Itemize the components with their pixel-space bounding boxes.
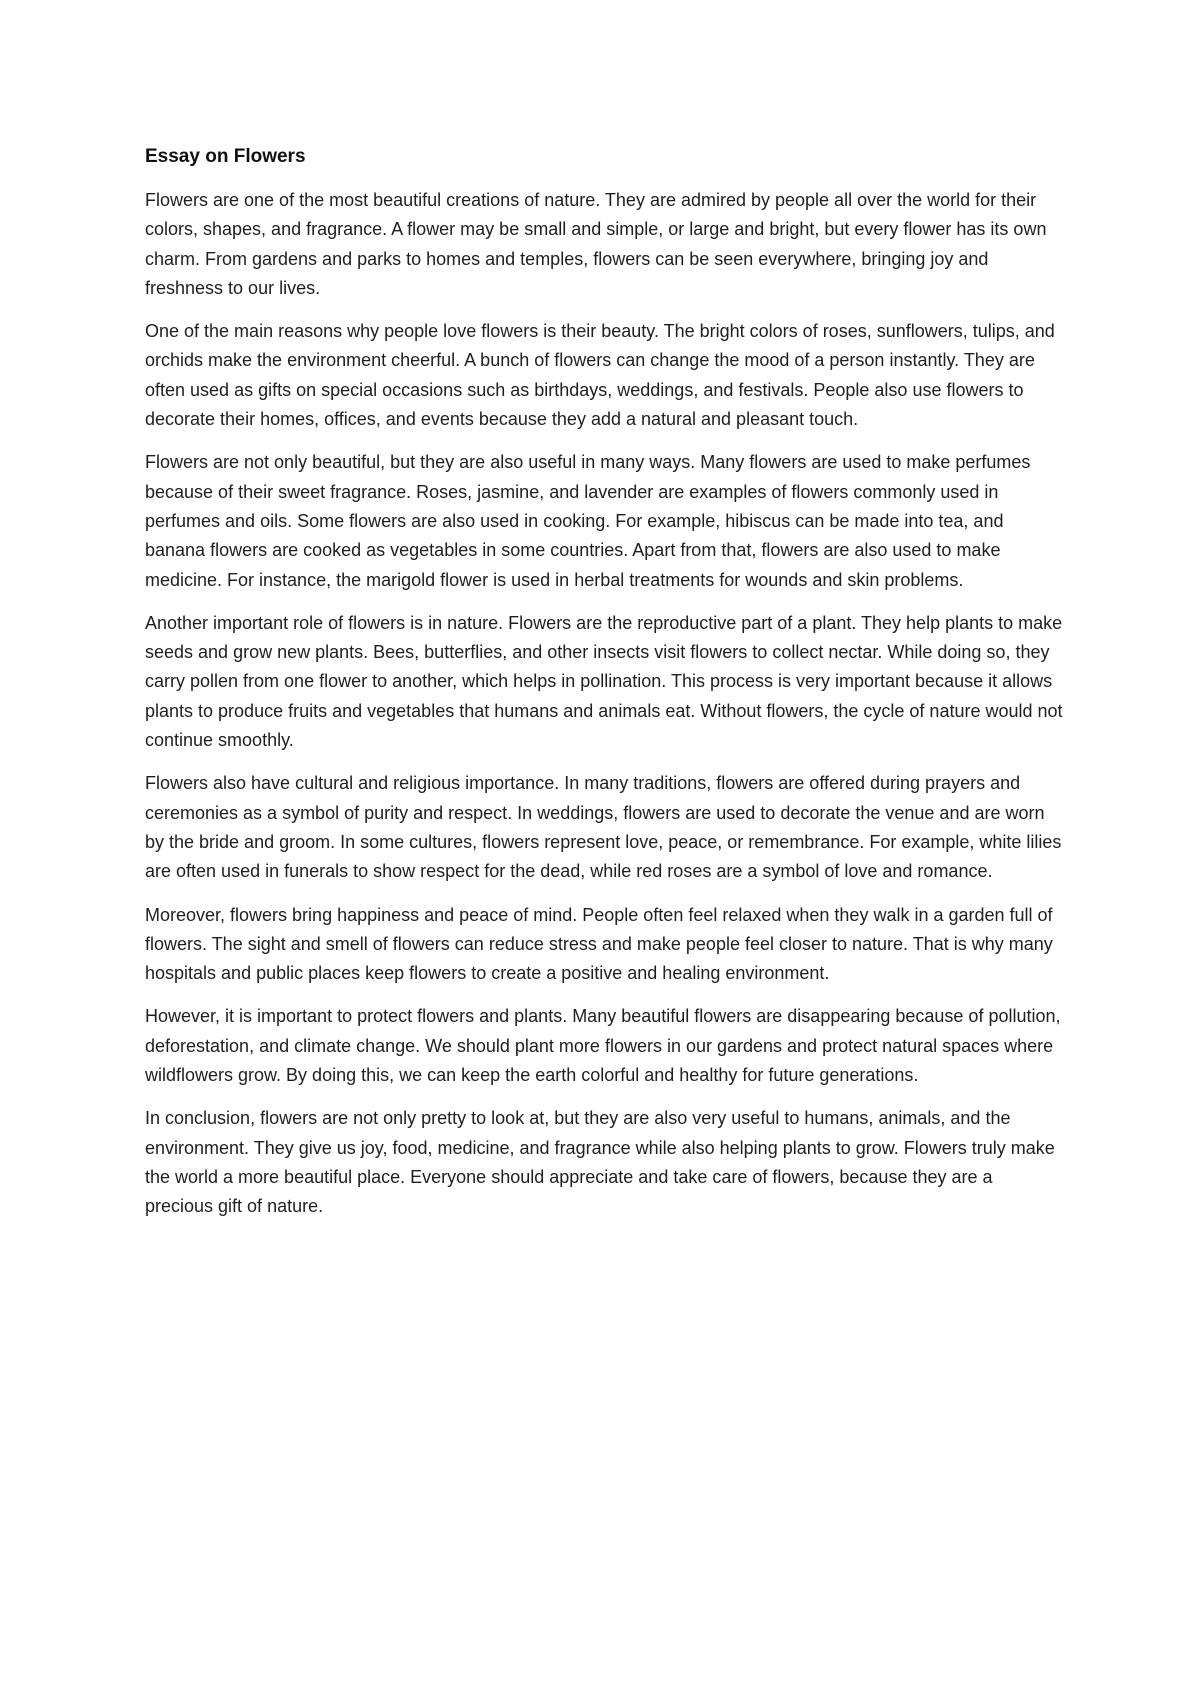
- document-body: [145, 146, 1065, 1236]
- paragraph-happiness: Moreover, flowers bring happiness and peace of mind. People often feel relaxed when they walk in a garden full of flowers. The sight and smell of flowers can reduce stress and make people feel closer to nature. That is why many hospitals and public places keep flowers to create a positive and healing environment.: [145, 904, 1053, 984]
- paragraph-cultural-importance: Flowers also have cultural and religious importance. In many traditions, flowers are offered during prayers and ceremonies as a symbol of purity and respect. In weddings, flowers are used to decorate the venue and are worn by the bride and groom. In some cultures, flowers represent love, peace, or remembrance. For example, white lilies are often used in funerals to show respect for the dead, while red roses are a symbol of love and romance.: [145, 773, 1062, 882]
- paragraph-usefulness: Flowers are not only beautiful, but they are also useful in many ways. Many flowers are used to make perfumes because of their sweet fragrance. Roses, jasmine, and lavender are examples of flowers commonly used in perfumes and oils. Some flowers are also used in cooking. For example, hibiscus can be made into tea, and banana flowers are cooked as vegetables in some countries. Apart from that, flowers are also used to make medicine. For instance, the marigold flower is used in herbal treatments for wounds and skin problems.: [145, 452, 1031, 590]
- essay-title: Essay on Flowers: [145, 146, 306, 167]
- paragraph-nature-role: Another important role of flowers is in nature. Flowers are the reproductive part of a plant. They help plants to make seeds and grow new plants. Bees, butterflies, and other insects visit flowers to collect nectar. While doing so, they carry pollen from one flower to another, which helps in pollination. This process is very important because it allows plants to produce fruits and vegetables that humans and animals eat. Without flowers, the cycle of nature would not continue smoothly.: [145, 612, 1063, 751]
- paragraph-beauty: One of the main reasons why people love flowers is their beauty. The bright colors of roses, sunflowers, tulips, and orchids make the environment cheerful. A bunch of flowers can change the mood of a person instantly. They are often used as gifts on special occasions such as birthdays, weddings, and festivals. People also use flowers to decorate their homes, offices, and events because they add a natural and pleasant touch.: [145, 321, 1055, 430]
- paragraph-protection: However, it is important to protect flowers and plants. Many beautiful flowers are disappearing because of pollution, deforestation, and climate change. We should plant more flowers in our gardens and protect natural spaces where wildflowers grow. By doing this, we can keep the earth colorful and healthy for future generations.: [145, 1006, 1061, 1086]
- paragraph-conclusion: In conclusion, flowers are not only pretty to look at, but they are also very useful to humans, animals, and the environment. They give us joy, food, medicine, and fragrance while also helping plants to grow. Flowers truly make the world a more beautiful place. Everyone should appreciate and take care of flowers, because they are a precious gift of nature.: [145, 1108, 1055, 1217]
- paragraph-introduction: Flowers are one of the most beautiful creations of nature. They are admired by people all over the world for their colors, shapes, and fragrance. A flower may be small and simple, or large and bright, but every flower has its own charm. From gardens and parks to homes and temples, flowers can be seen everywhere, bringing joy and freshness to our lives.: [145, 190, 1047, 298]
